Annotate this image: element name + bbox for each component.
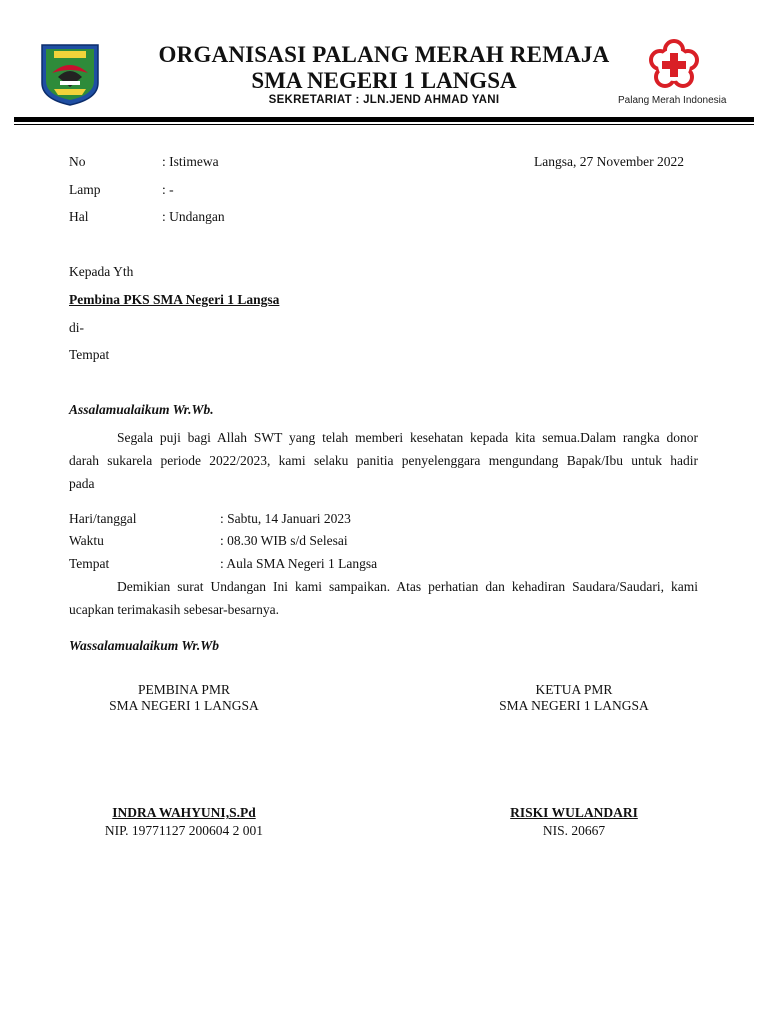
closing-line-2: ucapkan terimakasih sebesar-besarnya.	[69, 602, 280, 617]
closing-paragraph	[69, 575, 698, 621]
right-signer-role: KETUA PMR	[535, 682, 613, 697]
hal-value: : Undangan	[162, 209, 225, 224]
right-signer-name: RISKI WULANDARI	[510, 805, 638, 820]
right-signer-nis: NIS. 20667	[542, 823, 606, 838]
left-signer-role: PEMBINA PMR	[138, 682, 230, 697]
recipient-di: di-	[69, 320, 84, 335]
detail-label-time: Waktu	[69, 533, 104, 548]
no-label: No	[69, 154, 86, 169]
detail-value-time: : 08.30 WIB s/d Selesai	[220, 533, 348, 548]
organization-title: ORGANISASI PALANG MERAH REMAJA	[158, 42, 610, 67]
opening-line-3: pada	[69, 476, 95, 491]
hal-label: Hal	[69, 209, 89, 224]
opening-paragraph	[69, 426, 698, 495]
lamp-label: Lamp	[69, 182, 101, 197]
right-signer-org: SMA NEGERI 1 LANGSA	[499, 698, 649, 713]
left-signer-org: SMA NEGERI 1 LANGSA	[109, 698, 259, 713]
greeting: Assalamualaikum Wr.Wb.	[69, 402, 214, 417]
pmi-logo	[648, 38, 700, 90]
secretariat-address: SEKRETARIAT : JLN.JEND AHMAD YANI	[268, 94, 500, 106]
lamp-value: : -	[162, 182, 174, 197]
header-divider-thin	[14, 124, 754, 125]
red-cross-flower-icon	[648, 38, 700, 90]
detail-label-place: Tempat	[69, 556, 110, 571]
left-signer-nip: NIP. 19771127 200604 2 001	[104, 823, 264, 838]
detail-value-date: : Sabtu, 14 Januari 2023	[220, 511, 351, 526]
opening-line-2: darah sukarela periode 2022/2023, kami selaku panitia penyelenggara mengundang Bapak/Ibu untuk hadir	[69, 453, 698, 468]
no-value: : Istimewa	[162, 154, 219, 169]
place-date: Langsa, 27 November 2022	[534, 154, 684, 169]
recipient-tempat: Tempat	[69, 347, 110, 362]
detail-value-place: : Aula SMA Negeri 1 Langsa	[220, 556, 378, 571]
recipient-name: Pembina PKS SMA Negeri 1 Langsa	[69, 292, 280, 307]
farewell: Wassalamualaikum Wr.Wb	[69, 638, 220, 653]
detail-label-date: Hari/tanggal	[69, 511, 137, 526]
recipient-kepada: Kepada Yth	[69, 264, 134, 279]
pmi-label: Palang Merah Indonesia	[618, 95, 727, 106]
header-divider-thick	[14, 117, 754, 122]
opening-line-1: Segala puji bagi Allah SWT yang telah memberi kesehatan kepada kita semua.Dalam rangka donor	[117, 430, 698, 445]
school-title: SMA NEGERI 1 LANGSA	[251, 68, 517, 93]
closing-line-1: Demikian surat Undangan Ini kami sampaikan. Atas perhatian dan kehadiran Saudara/Saudari, kami	[117, 579, 698, 594]
left-signer-name: INDRA WAHYUNI,S.Pd	[112, 805, 256, 820]
